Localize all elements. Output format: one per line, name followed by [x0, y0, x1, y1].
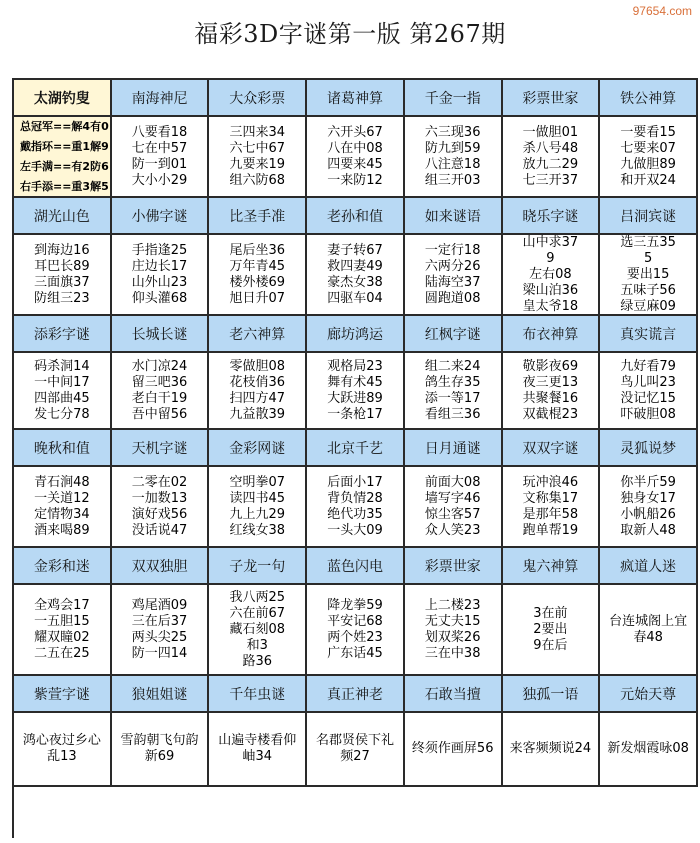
riddle-line: 酒来喝89 [34, 522, 90, 538]
riddle-line: 平安记68 [327, 613, 383, 629]
column-header: 比圣手准 [209, 198, 307, 235]
riddle-line: 鸡尾酒09 [131, 597, 188, 613]
column-header: 彩票世家 [405, 548, 503, 585]
riddle-line: 扫四方47 [229, 390, 286, 406]
riddle-cell [14, 585, 112, 676]
column-header: 金彩网谜 [209, 430, 307, 467]
riddle-line: 防组三23 [34, 290, 90, 306]
riddle-line: 耳巴长89 [34, 258, 90, 274]
riddle-line: 六两分26 [424, 258, 481, 274]
riddle-line: 到海边16 [34, 242, 90, 258]
riddle-line: 九上九29 [229, 506, 286, 522]
riddle-line: 戴指环==重1解9 [20, 139, 109, 153]
riddle-line: 一头大09 [327, 522, 383, 538]
riddle-line: 9在后 [533, 637, 568, 653]
riddle-line: 九益散39 [229, 406, 286, 422]
riddle-cell [112, 585, 210, 676]
riddle-line: 空明拳07 [229, 474, 286, 490]
riddle-line: 背负情28 [327, 490, 383, 506]
column-header: 鬼六神算 [503, 548, 601, 585]
riddle-line: 全鸡会17 [34, 597, 90, 613]
column-header: 彩票世家 [503, 80, 601, 117]
riddle-line: 留三吧36 [131, 374, 188, 390]
riddle-line: 频27 [340, 749, 370, 764]
riddle-line: 水门凉24 [131, 358, 188, 374]
page-title: 福彩3D字谜第一版 第267期 [194, 20, 506, 48]
riddle-line: 没记忆15 [620, 390, 676, 406]
column-header: 铁公神算 [600, 80, 698, 117]
riddle-line: 四驱车04 [327, 290, 383, 306]
column-header: 大众彩票 [209, 80, 307, 117]
riddle-line: 山遍寺楼看仰 [218, 733, 297, 748]
riddle-line: 一五胆15 [34, 613, 90, 629]
riddle-line: 三四来34 [229, 124, 286, 140]
riddle-line: 独身女17 [620, 490, 676, 506]
riddle-line: 终须作画屏56 [411, 741, 494, 756]
riddle-table [12, 78, 698, 838]
riddle-cell [405, 117, 503, 198]
riddle-line: 三面旗37 [34, 274, 90, 290]
column-header: 真实谎言 [600, 316, 698, 353]
riddle-line: 无丈夫15 [424, 613, 481, 629]
riddle-line: 读四书45 [229, 490, 286, 506]
riddle-line: 总冠军==解4有0 [20, 119, 109, 133]
riddle-line: 仰头灌68 [131, 290, 188, 306]
riddle-cell [405, 585, 503, 676]
riddle-line: 要出15 [626, 266, 670, 282]
riddle-line: 众人笑23 [424, 522, 481, 538]
riddle-line: 路36 [242, 653, 273, 669]
riddle-line: 防一到01 [131, 156, 188, 172]
column-header: 湖光山色 [14, 198, 112, 235]
riddle-line: 前面大08 [424, 474, 481, 490]
riddle-line: 一要看15 [620, 124, 676, 140]
riddle-cell [503, 585, 601, 676]
riddle-line: 组二来24 [424, 358, 481, 374]
column-header: 廊坊鸿运 [307, 316, 405, 353]
riddle-line: 绝代功35 [327, 506, 383, 522]
riddle-line: 杀八号48 [522, 140, 579, 156]
riddle-line: 敬影夜69 [522, 358, 579, 374]
riddle-line: 圆跑道08 [424, 290, 481, 306]
column-header: 晚秋和值 [14, 430, 112, 467]
riddle-line: 绿豆麻09 [620, 298, 676, 314]
column-header: 老孙和值 [307, 198, 405, 235]
column-header: 太湖钓叟 [14, 80, 112, 117]
riddle-cell [503, 235, 601, 316]
riddle-cell [14, 467, 112, 548]
riddle-line: 双截棍23 [522, 406, 579, 422]
riddle-cell [307, 117, 405, 198]
riddle-line: 六在前67 [229, 605, 286, 621]
riddle-line: 防一四14 [131, 645, 188, 661]
riddle-line: 惊尘客57 [424, 506, 481, 522]
riddle-line: 山中求37 [522, 235, 579, 250]
riddle-line: 小帆船26 [620, 506, 676, 522]
riddle-line: 九做胆89 [620, 156, 676, 172]
riddle-line: 皇太爷18 [522, 298, 579, 314]
riddle-line: 鸿心夜过乡心 [22, 733, 101, 748]
column-header: 独孤一语 [503, 676, 601, 713]
riddle-cell [14, 353, 112, 430]
riddle-line: 老白干19 [131, 390, 188, 406]
riddle-line: 青石涧48 [34, 474, 90, 490]
riddle-line: 大跃进89 [327, 390, 383, 406]
riddle-line: 四要来45 [327, 156, 383, 172]
riddle-line: 豪杰女38 [327, 274, 383, 290]
riddle-line: 一做胆01 [522, 124, 579, 140]
riddle-line: 发七分78 [34, 406, 90, 422]
riddle-line: 玩冲浪46 [522, 474, 579, 490]
riddle-line: 一来防12 [327, 172, 383, 188]
riddle-line: 舞有术45 [327, 374, 383, 390]
riddle-line: 八注意18 [424, 156, 481, 172]
riddle-line: 吓破胆08 [620, 406, 676, 422]
riddle-cell [503, 713, 601, 787]
column-header: 诸葛神算 [307, 80, 405, 117]
riddle-line: 一条枪17 [327, 406, 383, 422]
riddle-line: 耀双瞳02 [34, 629, 90, 645]
riddle-line: 一关道12 [34, 490, 90, 506]
riddle-line: 广东话45 [327, 645, 383, 661]
riddle-cell [405, 713, 503, 787]
riddle-line: 台连城阁上宜 [609, 613, 688, 629]
column-header: 布衣神算 [503, 316, 601, 353]
riddle-line: 八要看18 [131, 124, 188, 140]
riddle-line: 组三开03 [424, 172, 481, 188]
column-header: 千年虫谜 [209, 676, 307, 713]
riddle-cell [600, 117, 698, 198]
riddle-line: 七要来07 [620, 140, 676, 156]
riddle-cell [600, 235, 698, 316]
riddle-line: 来客频频说24 [509, 741, 592, 756]
riddle-cell [112, 713, 210, 787]
riddle-cell [503, 467, 601, 548]
riddle-line: 庄边长17 [131, 258, 188, 274]
riddle-line: 取新人48 [620, 522, 676, 538]
riddle-line: 添一等17 [424, 390, 481, 406]
riddle-line: 二零在02 [131, 474, 188, 490]
column-header: 金彩和迷 [14, 548, 112, 585]
riddle-line: 七在中57 [131, 140, 188, 156]
riddle-line: 楼外楼69 [229, 274, 286, 290]
column-header: 北京千艺 [307, 430, 405, 467]
riddle-line: 七三开37 [522, 172, 579, 188]
riddle-line: 新69 [144, 749, 175, 764]
riddle-line: 陆海空37 [424, 274, 481, 290]
riddle-line: 组六防68 [229, 172, 286, 188]
riddle-line: 春48 [633, 629, 663, 645]
column-header: 元始天尊 [600, 676, 698, 713]
riddle-line: 码杀洞14 [34, 358, 90, 374]
riddle-line: 救四妻49 [327, 258, 383, 274]
site-watermark: 97654.com [632, 4, 692, 18]
riddle-line: 八在中08 [327, 140, 383, 156]
column-header: 小佛字谜 [112, 198, 210, 235]
riddle-cell [405, 235, 503, 316]
riddle-cell [405, 353, 503, 430]
column-header: 双双独胆 [112, 548, 210, 585]
column-header: 吕洞宾谜 [600, 198, 698, 235]
riddle-line: 四部曲45 [34, 390, 90, 406]
riddle-line: 是那年58 [522, 506, 579, 522]
riddle-cell [209, 713, 307, 787]
riddle-line: 右手添==重3解5 [20, 179, 109, 193]
column-header: 长城长谜 [112, 316, 210, 353]
column-header: 真正神老 [307, 676, 405, 713]
riddle-line: 和开双24 [620, 172, 676, 188]
riddle-line: 二五在25 [34, 645, 90, 661]
riddle-cell [209, 467, 307, 548]
riddle-line: 三在后37 [131, 613, 188, 629]
riddle-line: 藏石刻08 [229, 621, 286, 637]
riddle-cell [209, 585, 307, 676]
column-header: 日月通谜 [405, 430, 503, 467]
riddle-cell [307, 713, 405, 787]
riddle-line: 5 [644, 250, 653, 266]
riddle-line: 3在前 [533, 605, 568, 621]
riddle-cell [600, 713, 698, 787]
column-header: 千金一指 [405, 80, 503, 117]
riddle-line: 手指逢25 [131, 242, 188, 258]
riddle-line: 五味子56 [620, 282, 676, 298]
column-header: 晓乐字谜 [503, 198, 601, 235]
riddle-line: 文称集17 [522, 490, 579, 506]
riddle-line: 看组三36 [424, 406, 481, 422]
column-header: 添彩字谜 [14, 316, 112, 353]
riddle-line: 鸽生存35 [424, 374, 481, 390]
riddle-line: 大小小29 [131, 172, 188, 188]
riddle-line: 选三五35 [620, 235, 676, 250]
riddle-cell [600, 585, 698, 676]
column-header: 子龙一句 [209, 548, 307, 585]
riddle-line: 岫34 [242, 749, 273, 764]
riddle-line: 花枝俏36 [229, 374, 286, 390]
riddle-line: 一定行18 [424, 242, 481, 258]
riddle-cell [112, 235, 210, 316]
riddle-line: 划双桨26 [424, 629, 481, 645]
column-header: 疯道人迷 [600, 548, 698, 585]
riddle-line: 六七中67 [229, 140, 286, 156]
riddle-cell [307, 585, 405, 676]
riddle-line: 共聚餐16 [522, 390, 579, 406]
column-header: 天机字谜 [112, 430, 210, 467]
riddle-line: 妻子转67 [327, 242, 383, 258]
column-header: 双双字谜 [503, 430, 601, 467]
riddle-line: 上二楼23 [424, 597, 481, 613]
riddle-line: 两头尖25 [131, 629, 188, 645]
riddle-line: 红线女38 [229, 522, 286, 538]
riddle-line: 观格局23 [327, 358, 383, 374]
riddle-line: 尾后坐36 [229, 242, 286, 258]
column-header: 灵狐说梦 [600, 430, 698, 467]
riddle-cell [307, 353, 405, 430]
riddle-line: 新发烟霞咏08 [607, 741, 689, 756]
riddle-line: 放九二29 [522, 156, 579, 172]
riddle-line: 一中间17 [34, 374, 90, 390]
riddle-line: 鸟儿叫23 [620, 374, 676, 390]
riddle-line: 防九到59 [424, 140, 481, 156]
riddle-line: 六三现36 [424, 124, 481, 140]
column-header: 南海神尼 [112, 80, 210, 117]
riddle-line: 没话说47 [131, 522, 188, 538]
riddle-line: 吾中留56 [131, 406, 188, 422]
riddle-line: 和3 [246, 637, 268, 653]
riddle-cell [14, 713, 112, 787]
riddle-line: 九要来19 [229, 156, 286, 172]
riddle-line: 9 [546, 250, 555, 266]
riddle-cell [112, 467, 210, 548]
riddle-line: 跑单帮19 [522, 522, 579, 538]
riddle-line: 定情物34 [34, 506, 90, 522]
riddle-line: 2要出 [533, 621, 568, 637]
riddle-cell [307, 467, 405, 548]
riddle-line: 旭日升07 [229, 290, 286, 306]
riddle-line: 万年青45 [229, 258, 286, 274]
riddle-line: 一加数13 [131, 490, 188, 506]
riddle-cell [112, 353, 210, 430]
riddle-line: 两个姓23 [327, 629, 383, 645]
column-header: 如来谜语 [405, 198, 503, 235]
column-header: 蓝色闪电 [307, 548, 405, 585]
riddle-line: 后面小17 [327, 474, 383, 490]
riddle-line: 降龙拳59 [327, 597, 383, 613]
riddle-line: 三在中38 [424, 645, 481, 661]
column-header: 狼姐姐谜 [112, 676, 210, 713]
riddle-line: 零做胆08 [229, 358, 286, 374]
riddle-cell [209, 235, 307, 316]
riddle-cell [14, 117, 112, 198]
column-header: 石敢当擅 [405, 676, 503, 713]
riddle-line: 九好看79 [620, 358, 676, 374]
column-header: 红枫字谜 [405, 316, 503, 353]
riddle-cell [14, 235, 112, 316]
riddle-line: 左手满==有2防6 [20, 159, 109, 173]
riddle-line: 演好戏56 [131, 506, 188, 522]
riddle-line: 山外山23 [131, 274, 188, 290]
riddle-cell [405, 467, 503, 548]
riddle-cell [600, 467, 698, 548]
riddle-cell [112, 117, 210, 198]
riddle-line: 夜三更13 [522, 374, 579, 390]
column-header: 紫萱字谜 [14, 676, 112, 713]
riddle-cell [503, 117, 601, 198]
riddle-cell [503, 353, 601, 430]
riddle-line: 你半斤59 [620, 474, 676, 490]
riddle-cell [209, 353, 307, 430]
riddle-line: 名郡贤侯下礼 [315, 733, 394, 748]
column-header: 老六神算 [209, 316, 307, 353]
riddle-line: 乱13 [47, 749, 77, 764]
riddle-line: 梁山泊36 [522, 282, 579, 298]
riddle-line: 左右08 [529, 266, 572, 282]
riddle-cell [600, 353, 698, 430]
riddle-line: 六开头67 [327, 124, 383, 140]
riddle-line: 雪韵朝飞句韵 [120, 733, 199, 748]
riddle-cell [209, 117, 307, 198]
riddle-line: 墙写字46 [424, 490, 481, 506]
riddle-cell [307, 235, 405, 316]
riddle-line: 我八两25 [229, 589, 286, 605]
